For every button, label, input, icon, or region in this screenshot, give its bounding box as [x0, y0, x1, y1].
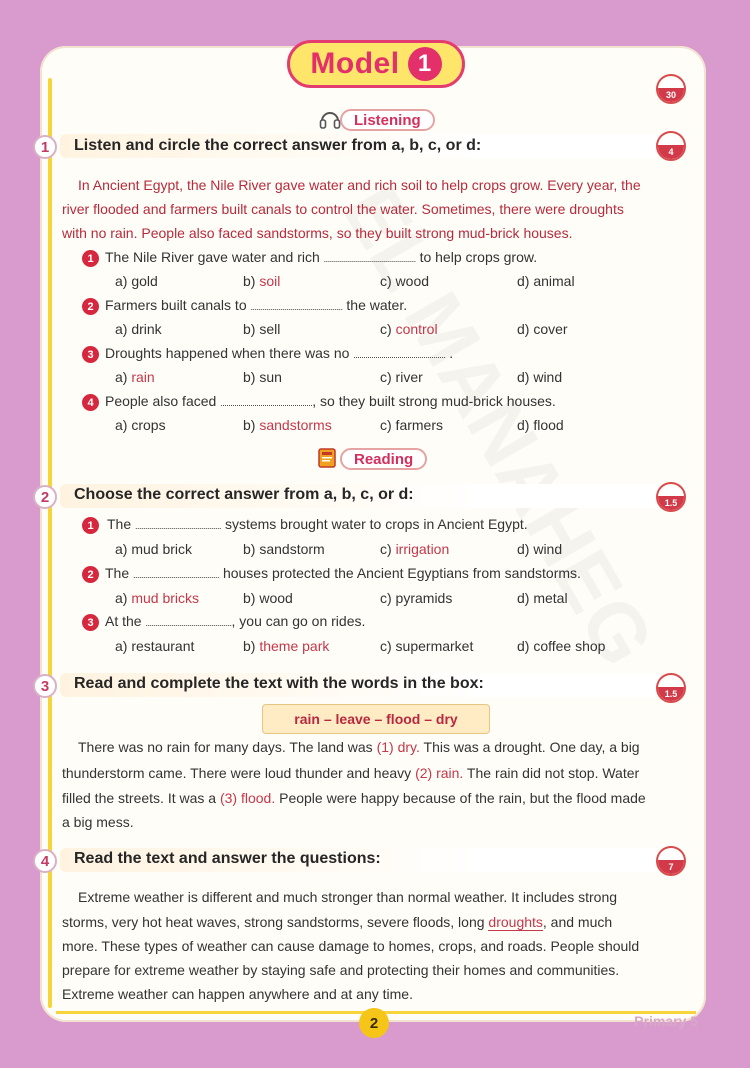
q1-item-3-option-d[interactable]: d) wind	[517, 369, 563, 385]
q1-score: 4	[658, 145, 684, 159]
q1-item-3-stem-a: Droughts happened when there was no	[105, 345, 350, 361]
q1-passage-line-3: with no rain. People also faced sandstorms, so they built strong mud-brick houses.	[62, 225, 573, 241]
q1-item-4-stem: People also faced .............................................., so they built strong mud-brick houses.	[105, 393, 556, 409]
total-score-circle	[656, 74, 686, 104]
q1-item-2-stem-b: the water.	[346, 297, 408, 313]
q1-item-4-blank[interactable]: ..............................................	[220, 398, 313, 408]
q4-text-line-4: prepare for extreme weather by staying safe and protecting their homes and communities.	[62, 962, 620, 978]
q1-item-1-stem-a: The Nile River gave water and rich	[105, 249, 320, 265]
page-number: 2	[359, 1008, 389, 1038]
q2-item-3-option-a[interactable]: a) restaurant	[115, 638, 195, 654]
q3-text-line-2: thunderstorm came. There were loud thunder and heavy (2) rain. The rain did not stop. Water	[62, 765, 640, 781]
q3-text-line-1: There was no rain for many days. The land was (1) dry. This was a drought. One day, a big	[78, 739, 640, 755]
q1-item-4-option-c[interactable]: c) farmers	[380, 417, 443, 433]
q1-item-4-stem-b: so they built strong mud-brick houses.	[320, 393, 556, 409]
q1-item-3-option-a[interactable]: a) rain	[115, 369, 155, 385]
q2-item-2-stem-a: The	[105, 565, 130, 581]
q1-item-4-badge: 4	[82, 394, 99, 411]
q1-item-1-blank[interactable]: ..............................................	[323, 254, 416, 264]
q1-item-1-stem	[105, 249, 537, 265]
q2-item-2-option-c[interactable]: c) pyramids	[380, 590, 453, 606]
q1-item-1-option-b[interactable]: b) soil	[243, 273, 281, 289]
q2-item-1-blank[interactable]: ...........................................	[135, 521, 222, 531]
q2-item-2-badge: 2	[82, 566, 99, 583]
q1-item-3-option-b[interactable]: b) sun	[243, 369, 282, 385]
q2-score-circle	[656, 482, 686, 512]
q4-score: 7	[658, 860, 684, 874]
q2-item-3-option-b[interactable]: b) theme park	[243, 638, 330, 654]
model-title-badge	[287, 40, 465, 88]
q2-item-1-stem-a: The	[107, 516, 132, 532]
q2-item-2-option-d[interactable]: d) metal	[517, 590, 568, 606]
grade-label: Primary 5	[634, 1013, 698, 1029]
q1-item-1-option-c[interactable]: c) wood	[380, 273, 430, 289]
total-score: 30	[658, 88, 684, 102]
q2-item-1-stem-b: systems brought water to crops in Ancient Egypt.	[224, 516, 528, 532]
q4-text-line-1: Extreme weather is different and much stronger than normal weather. It includes strong	[78, 889, 618, 905]
q1-item-4-option-a[interactable]: a) crops	[115, 417, 166, 433]
q2-item-1-badge: 1	[82, 517, 99, 534]
q1-item-2-option-b[interactable]: b) sell	[243, 321, 281, 337]
q1-item-1-stem-b: to help crops grow.	[419, 249, 538, 265]
q4-text-line-2: storms, very hot heat waves, strong sandstorms, severe floods, long droughts, and much	[62, 914, 613, 930]
q3-title: Read and complete the text with the words in the box:	[74, 675, 484, 692]
q1-title: Listen and circle the correct answer from a, b, c, or d:	[74, 137, 482, 154]
q3-number: 3	[33, 674, 57, 698]
q1-item-2-answer: control	[395, 321, 438, 337]
q1-item-3-badge: 3	[82, 346, 99, 363]
q1-item-2-option-c[interactable]: c) control	[380, 321, 438, 337]
q2-item-2-option-b[interactable]: b) wood	[243, 590, 293, 606]
q1-item-2-stem-a: Farmers built canals to	[105, 297, 247, 313]
q2-item-1-option-d[interactable]: d) wind	[517, 541, 563, 557]
q1-item-2-option-d[interactable]: d) cover	[517, 321, 568, 337]
q1-item-1-badge: 1	[82, 250, 99, 267]
q1-item-4-option-d[interactable]: d) flood	[517, 417, 564, 433]
q4-text-line-3: more. These types of weather can cause damage to homes, crops, and roads. People should	[62, 938, 640, 954]
q2-item-3-option-d[interactable]: d) coffee shop	[517, 638, 606, 654]
q3-answer-3[interactable]: (3) flood.	[219, 790, 276, 806]
q1-score-circle	[656, 131, 686, 161]
q1-passage-line-1: In Ancient Egypt, the Nile River gave water and rich soil to help crops grow. Every year, the	[78, 177, 641, 193]
q2-item-2-stem	[105, 565, 581, 581]
q3-score-circle	[656, 673, 686, 703]
q2-item-2-stem-b: houses protected the Ancient Egyptians from sandstorms.	[222, 565, 581, 581]
q1-item-2-stem	[105, 297, 407, 313]
q4-title: Read the text and answer the questions:	[74, 850, 381, 867]
q2-number: 2	[33, 485, 57, 509]
reading-section-label: Reading	[340, 448, 427, 470]
q1-item-1-answer: soil	[259, 273, 281, 289]
q2-title: Choose the correct answer from a, b, c, or d:	[74, 486, 414, 503]
q1-passage-line-2: river flooded and farmers built canals to control the water. Sometimes, there were droughts	[62, 201, 624, 217]
q2-item-1-answer: irrigation	[395, 541, 450, 557]
q4-number: 4	[33, 849, 57, 873]
q2-item-1-option-a[interactable]: a) mud brick	[115, 541, 193, 557]
model-number: 1	[408, 47, 442, 81]
q1-item-1-option-d[interactable]: d) animal	[517, 273, 575, 289]
q2-item-3-stem-a: At the	[105, 613, 142, 629]
q1-item-4-option-b[interactable]: b) sandstorms	[243, 417, 332, 433]
q3-word-box: rain – leave – flood – dry	[262, 704, 490, 734]
model-title-word: Model	[310, 47, 400, 80]
q3-answer-2[interactable]: (2) rain.	[415, 765, 464, 781]
q3-text-line-3: filled the streets. It was a (3) flood. People were happy because of the rain, but the flood made	[62, 790, 646, 806]
q1-item-4-stem-a: People also faced	[105, 393, 217, 409]
q2-item-1-option-b[interactable]: b) sandstorm	[243, 541, 325, 557]
q1-item-3-blank[interactable]: ..............................................	[353, 350, 446, 360]
q2-score: 1.5	[658, 496, 684, 510]
q1-number: 1	[33, 135, 57, 159]
q4-text-line-5: Extreme weather can happen anywhere and at any time.	[62, 986, 413, 1002]
q4-score-circle	[656, 846, 686, 876]
q2-item-3-badge: 3	[82, 614, 99, 631]
q2-item-1-stem	[107, 516, 528, 532]
listening-section-label: Listening	[340, 109, 435, 131]
q1-item-3-answer: rain	[131, 369, 155, 385]
q2-item-3-blank[interactable]: ...........................................	[145, 618, 232, 628]
q2-item-3-stem	[105, 613, 365, 629]
q2-item-2-answer: mud bricks	[131, 590, 200, 606]
q2-item-2-blank[interactable]: ...........................................	[133, 570, 220, 580]
q2-item-3-option-c[interactable]: c) supermarket	[380, 638, 474, 654]
q3-answer-1[interactable]: (1) dry.	[376, 739, 420, 755]
q4-underlined-word: droughts	[488, 914, 543, 930]
headphones-icon	[318, 107, 342, 131]
q1-item-4-answer: sandstorms	[259, 417, 332, 433]
book-icon	[316, 446, 340, 470]
q2-item-3-answer: theme park	[259, 638, 330, 654]
q1-item-2-option-a[interactable]: a) drink	[115, 321, 162, 337]
q2-item-2-option-a[interactable]: a) mud bricks	[115, 590, 200, 606]
q1-item-3-option-c[interactable]: c) river	[380, 369, 423, 385]
q2-item-3-stem-b: , you can go on rides.	[231, 613, 366, 629]
q1-item-3-stem-b: .	[449, 345, 454, 361]
q3-text-line-4: a big mess.	[62, 814, 134, 830]
q1-item-2-blank[interactable]: ..............................................	[250, 302, 343, 312]
q1-item-3-stem	[105, 345, 453, 361]
q3-score: 1.5	[658, 687, 684, 701]
q2-item-1-option-c[interactable]: c) irrigation	[380, 541, 450, 557]
q1-item-2-badge: 2	[82, 298, 99, 315]
q1-item-1-option-a[interactable]: a) gold	[115, 273, 158, 289]
